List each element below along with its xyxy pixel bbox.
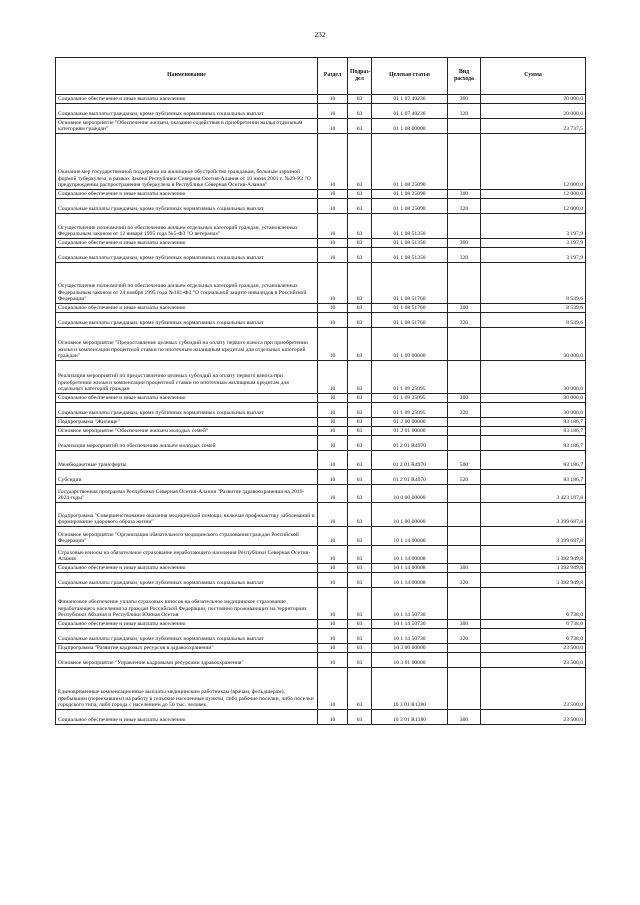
row-amount-cell: 3 423 187,8: [481, 485, 586, 503]
row-amount-cell: 83 186,7: [481, 418, 586, 427]
row-subsection-cell: 03: [348, 564, 372, 573]
row-section-cell: 10: [318, 313, 348, 328]
row-target-article-cell: 01 2 01 R4970: [372, 451, 448, 470]
row-section-cell: 10: [318, 546, 348, 564]
row-amount-cell: 83 186,7: [481, 427, 586, 436]
row-amount-cell: 20 000,0: [481, 104, 586, 119]
row-amount-cell: 23 500,0: [481, 653, 586, 668]
table-row: [56, 313, 586, 328]
row-expense-type-cell: [448, 328, 481, 361]
row-subsection-cell: 03: [348, 119, 372, 134]
row-amount-cell: 23 500,0: [481, 710, 586, 725]
row-target-article-cell: 01 1 08 51350: [372, 239, 448, 248]
row-target-article-cell: 10 1 14 00008: [372, 546, 448, 564]
row-subsection-cell: 03: [348, 199, 372, 214]
row-subsection-cell: 03: [348, 418, 372, 427]
row-amount-cell: 6 738,0: [481, 620, 586, 629]
row-target-article-cell: 01 1 09 00000: [372, 328, 448, 361]
row-expense-type-cell: [448, 263, 481, 304]
row-section-cell: 10: [318, 134, 348, 190]
table-row: [56, 304, 586, 313]
row-name-cell: Субсидии: [56, 470, 318, 485]
row-section-cell: 10: [318, 620, 348, 629]
table-row: [56, 588, 586, 620]
row-subsection-cell: 03: [348, 134, 372, 190]
row-expense-type-cell: [448, 653, 481, 668]
row-target-article-cell: 01 1 08 51350: [372, 248, 448, 263]
table-body: [56, 95, 586, 725]
row-name-cell: Социальное обеспечение и иные выплаты населению: [56, 239, 318, 248]
table-row: [56, 436, 586, 451]
header-target-article: Целевая статья: [372, 58, 448, 95]
row-amount-cell: 83 186,7: [481, 436, 586, 451]
row-target-article-cell: 10 1 14 00008: [372, 573, 448, 588]
row-target-article-cell: 10 1 14 50730: [372, 629, 448, 644]
row-subsection-cell: 03: [348, 485, 372, 503]
row-subsection-cell: 03: [348, 629, 372, 644]
row-expense-type-cell: [448, 588, 481, 620]
row-target-article-cell: 01 1 08 25090: [372, 134, 448, 190]
row-section-cell: 10: [318, 668, 348, 710]
row-name-cell: Социальное обеспечение и иные выплаты населению: [56, 710, 318, 725]
row-section-cell: 10: [318, 564, 348, 573]
row-target-article-cell: 10 0 00 00000: [372, 485, 448, 503]
row-section-cell: 10: [318, 644, 348, 653]
row-name-cell: Социальное обеспечение и иные выплаты населению: [56, 190, 318, 199]
row-name-cell: Осуществление полномочий по обеспечению жильем отдельных категорий граждан, установленных Федеральным законом от 24 ноября 1995 года №181-ФЗ "О социальной защите инвалидов в Российской Федерации": [56, 263, 318, 304]
row-target-article-cell: 01 1 08 51350: [372, 214, 448, 239]
row-expense-type-cell: 520: [448, 470, 481, 485]
row-name-cell: Социальные выплаты гражданам, кроме публичных нормативных социальных выплат: [56, 629, 318, 644]
table-row: [56, 263, 586, 304]
row-section-cell: 10: [318, 263, 348, 304]
row-subsection-cell: 03: [348, 620, 372, 629]
row-amount-cell: 30 000,0: [481, 328, 586, 361]
row-section-cell: 10: [318, 248, 348, 263]
row-expense-type-cell: [448, 427, 481, 436]
row-expense-type-cell: 300: [448, 239, 481, 248]
table-row: [56, 361, 586, 394]
row-name-cell: Социальные выплаты гражданам, кроме публичных нормативных социальных выплат: [56, 248, 318, 263]
table-row: [56, 485, 586, 503]
table-row: [56, 546, 586, 564]
table-row: [56, 644, 586, 653]
row-section-cell: 10: [318, 629, 348, 644]
row-name-cell: Межбюджетные трансферты: [56, 451, 318, 470]
table-row: [56, 199, 586, 214]
row-name-cell: Социальные выплаты гражданам, кроме публичных нормативных социальных выплат: [56, 313, 318, 328]
row-name-cell: Основное мероприятие "Предоставление целевых субсидий на оплату первого взноса при приобретении жилья и компенсации процентной ставки по ипотечным жилищным кредитам для отдельных категорий граждан": [56, 328, 318, 361]
row-target-article-cell: 01 1 08 00000: [372, 119, 448, 134]
row-expense-type-cell: 300: [448, 95, 481, 104]
row-amount-cell: 6 738,0: [481, 588, 586, 620]
table-row: [56, 104, 586, 119]
row-target-article-cell: 01 1 09 25095: [372, 394, 448, 403]
row-target-article-cell: 10 3 00 00000: [372, 644, 448, 653]
row-expense-type-cell: [448, 527, 481, 546]
row-amount-cell: 30 000,0: [481, 361, 586, 394]
table-row: [56, 394, 586, 403]
row-target-article-cell: 10 1 14 00000: [372, 527, 448, 546]
table-row: [56, 248, 586, 263]
row-name-cell: Социальные выплаты гражданам, кроме публичных нормативных социальных выплат: [56, 573, 318, 588]
row-expense-type-cell: 320: [448, 199, 481, 214]
row-target-article-cell: 10 3 01 00000: [372, 653, 448, 668]
row-section-cell: 10: [318, 394, 348, 403]
row-name-cell: Основное мероприятие "Управление кадровыми ресурсами здравоохранения": [56, 653, 318, 668]
row-expense-type-cell: 300: [448, 394, 481, 403]
table-header-row: [56, 58, 586, 95]
row-section-cell: 10: [318, 239, 348, 248]
row-name-cell: Социальные выплаты гражданам, кроме публичных нормативных социальных выплат: [56, 104, 318, 119]
row-subsection-cell: 03: [348, 403, 372, 418]
table-row: [56, 214, 586, 239]
table-row: [56, 629, 586, 644]
row-section-cell: 10: [318, 328, 348, 361]
row-name-cell: Оказание мер государственной поддержки на жилищное обустройство гражданам, больным заразной формой туберкулеза, в рамках Закона Республики Северная Осетия-Алания от 10 июля 2001 г. №29-РЗ "О предупреждении распространения туберкулеза в Республике Северная Осетия-Алания": [56, 134, 318, 190]
table-row: [56, 573, 586, 588]
table-row: [56, 710, 586, 725]
row-section-cell: 10: [318, 427, 348, 436]
row-name-cell: Социальное обеспечение и иные выплаты населению: [56, 564, 318, 573]
row-section-cell: 10: [318, 527, 348, 546]
row-subsection-cell: 03: [348, 427, 372, 436]
table-row: [56, 503, 586, 527]
table-row: [56, 564, 586, 573]
row-amount-cell: 8 539,6: [481, 313, 586, 328]
row-name-cell: Социальное обеспечение и иные выплаты населению: [56, 304, 318, 313]
row-name-cell: Основное мероприятие "Организация обязательного медицинского страхования граждан Российской Федерации": [56, 527, 318, 546]
row-section-cell: 10: [318, 436, 348, 451]
row-expense-type-cell: 300: [448, 620, 481, 629]
row-subsection-cell: 03: [348, 573, 372, 588]
row-expense-type-cell: 320: [448, 573, 481, 588]
row-amount-cell: 30 000,0: [481, 403, 586, 418]
row-section-cell: 10: [318, 403, 348, 418]
row-expense-type-cell: [448, 485, 481, 503]
row-subsection-cell: 03: [348, 394, 372, 403]
row-subsection-cell: 03: [348, 546, 372, 564]
row-target-article-cell: 01 1 08 25090: [372, 199, 448, 214]
row-subsection-cell: 03: [348, 527, 372, 546]
header-subsection: Подраз-дел: [348, 58, 372, 95]
row-target-article-cell: 01 1 08 51760: [372, 304, 448, 313]
header-amount: Сумма: [481, 58, 586, 95]
row-expense-type-cell: [448, 668, 481, 710]
row-section-cell: 10: [318, 199, 348, 214]
row-name-cell: Реализация мероприятий по обеспечению жильем молодых семей: [56, 436, 318, 451]
row-amount-cell: 20 000,0: [481, 95, 586, 104]
row-section-cell: 10: [318, 573, 348, 588]
row-name-cell: Подпрограмма "Жилище": [56, 418, 318, 427]
row-amount-cell: 3 399 687,8: [481, 503, 586, 527]
row-subsection-cell: 03: [348, 313, 372, 328]
row-target-article-cell: 01 1 07 40236: [372, 95, 448, 104]
table-row: [56, 239, 586, 248]
row-name-cell: Социальное обеспечение и иные выплаты населению: [56, 95, 318, 104]
row-subsection-cell: 03: [348, 436, 372, 451]
row-section-cell: 10: [318, 503, 348, 527]
row-target-article-cell: 01 1 09 25095: [372, 361, 448, 394]
row-amount-cell: 12 000,0: [481, 190, 586, 199]
row-amount-cell: 3 399 687,8: [481, 527, 586, 546]
row-target-article-cell: 01 1 08 51760: [372, 313, 448, 328]
row-subsection-cell: 03: [348, 451, 372, 470]
row-section-cell: 10: [318, 418, 348, 427]
row-target-article-cell: 10 1 00 00000: [372, 503, 448, 527]
row-subsection-cell: 03: [348, 710, 372, 725]
row-section-cell: 10: [318, 304, 348, 313]
row-expense-type-cell: 320: [448, 629, 481, 644]
row-target-article-cell: 01 1 08 25090: [372, 190, 448, 199]
row-amount-cell: 3 197,9: [481, 248, 586, 263]
page-number: 232: [314, 30, 326, 39]
row-target-article-cell: 01 2 01 00000: [372, 427, 448, 436]
row-expense-type-cell: [448, 436, 481, 451]
table-row: [56, 119, 586, 134]
row-section-cell: 10: [318, 588, 348, 620]
row-expense-type-cell: [448, 134, 481, 190]
row-expense-type-cell: [448, 361, 481, 394]
row-subsection-cell: 03: [348, 588, 372, 620]
budget-table: [55, 57, 586, 725]
row-target-article-cell: 01 1 07 40236: [372, 104, 448, 119]
header-name: Наименование: [56, 58, 318, 95]
header-section: Раздел: [318, 58, 348, 95]
table-row: [56, 328, 586, 361]
row-amount-cell: 6 738,0: [481, 629, 586, 644]
header-expense-type: Вид расхода: [448, 58, 481, 95]
row-target-article-cell: 01 2 00 00000: [372, 418, 448, 427]
row-expense-type-cell: 320: [448, 248, 481, 263]
table-row: [56, 134, 586, 190]
row-target-article-cell: 01 2 01 R4970: [372, 470, 448, 485]
row-subsection-cell: 03: [348, 653, 372, 668]
row-section-cell: 10: [318, 361, 348, 394]
row-subsection-cell: 03: [348, 95, 372, 104]
row-subsection-cell: 03: [348, 644, 372, 653]
table-row: [56, 427, 586, 436]
row-section-cell: 10: [318, 104, 348, 119]
row-section-cell: 10: [318, 470, 348, 485]
row-target-article-cell: 10 1 14 00008: [372, 564, 448, 573]
row-subsection-cell: 03: [348, 304, 372, 313]
row-section-cell: 10: [318, 451, 348, 470]
row-expense-type-cell: 320: [448, 403, 481, 418]
row-subsection-cell: 03: [348, 190, 372, 199]
row-target-article-cell: 10 3 01 R1380: [372, 668, 448, 710]
row-expense-type-cell: 320: [448, 104, 481, 119]
row-target-article-cell: 10 3 01 R1380: [372, 710, 448, 725]
row-section-cell: 10: [318, 214, 348, 239]
row-expense-type-cell: 300: [448, 564, 481, 573]
table-row: [56, 95, 586, 104]
row-name-cell: Осуществление полномочий по обеспечению жильем отдельных категорий граждан, установленных Федеральным законом от 12 января 1995 года №5-ФЗ "О ветеранах": [56, 214, 318, 239]
row-name-cell: Социальное обеспечение и иные выплаты населению: [56, 394, 318, 403]
row-expense-type-cell: [448, 418, 481, 427]
row-subsection-cell: 03: [348, 668, 372, 710]
row-subsection-cell: 03: [348, 239, 372, 248]
table-row: [56, 451, 586, 470]
row-section-cell: 10: [318, 485, 348, 503]
row-amount-cell: 3 392 949,8: [481, 564, 586, 573]
row-name-cell: Финансовое обеспечение уплаты страховых взносов на обязательное медицинское страхование неработающего населения за граждан Российской Федерации, постоянно проживающих на территориях Республики Абхазия и Республики Южная Осетия: [56, 588, 318, 620]
row-name-cell: Основное мероприятие "Обеспечение жильем молодых семей": [56, 427, 318, 436]
row-amount-cell: 83 186,7: [481, 451, 586, 470]
table-row: [56, 527, 586, 546]
row-name-cell: Государственная программа Республики Северная Осетия-Алания "Развитие здравоохранения на 2019-2024 годы": [56, 485, 318, 503]
row-amount-cell: 3 392 949,8: [481, 546, 586, 564]
row-expense-type-cell: [448, 119, 481, 134]
row-amount-cell: 3 392 949,8: [481, 573, 586, 588]
table-row: [56, 470, 586, 485]
row-expense-type-cell: 300: [448, 304, 481, 313]
table-row: [56, 403, 586, 418]
row-expense-type-cell: 500: [448, 451, 481, 470]
row-name-cell: Реализация мероприятий по предоставлению целевых субсидий на оплату первого взноса при приобретении жилья и компенсации процентной ставки по ипотечным жилищным кредитам для отдельных категорий граждан: [56, 361, 318, 394]
row-name-cell: Социальное обеспечение и иные выплаты населению: [56, 620, 318, 629]
row-section-cell: 10: [318, 710, 348, 725]
row-expense-type-cell: [448, 546, 481, 564]
row-amount-cell: 23 737,5: [481, 119, 586, 134]
row-target-article-cell: 01 1 09 25095: [372, 403, 448, 418]
row-name-cell: Основное мероприятие "Обеспечение жильем, оказание содействия в приобретении жилья отдельным категориям граждан": [56, 119, 318, 134]
row-name-cell: Единовременные компенсационные выплаты медицинским работникам (врачам, фельдшерам), прибывшим (переехавшим) на работу в сельские населенные пункты, либо рабочие поселки, либо поселки городского типа, либо города с населением до 50 тыс. человек: [56, 668, 318, 710]
row-section-cell: 10: [318, 119, 348, 134]
row-target-article-cell: 01 1 08 51760: [372, 263, 448, 304]
row-amount-cell: 30 000,0: [481, 394, 586, 403]
row-name-cell: Подпрограмма "Развитие кадровых ресурсов в здравоохранении": [56, 644, 318, 653]
row-target-article-cell: 01 2 01 R4970: [372, 436, 448, 451]
row-expense-type-cell: [448, 214, 481, 239]
row-amount-cell: 12 000,0: [481, 134, 586, 190]
row-section-cell: 10: [318, 190, 348, 199]
row-name-cell: Подпрограмма "Совершенствование оказания медицинской помощи, включая профилактику заболеваний и формирование здорового образа жизни": [56, 503, 318, 527]
row-section-cell: 10: [318, 653, 348, 668]
row-amount-cell: 23 500,0: [481, 644, 586, 653]
row-amount-cell: 3 197,9: [481, 239, 586, 248]
row-subsection-cell: 03: [348, 361, 372, 394]
table-row: [56, 418, 586, 427]
row-target-article-cell: 10 1 14 50730: [372, 588, 448, 620]
row-subsection-cell: 03: [348, 263, 372, 304]
row-subsection-cell: 03: [348, 214, 372, 239]
row-amount-cell: 12 000,0: [481, 199, 586, 214]
row-subsection-cell: 03: [348, 328, 372, 361]
row-name-cell: Социальные выплаты гражданам, кроме публичных нормативных социальных выплат: [56, 199, 318, 214]
row-name-cell: Социальные выплаты гражданам, кроме публичных нормативных социальных выплат: [56, 403, 318, 418]
row-expense-type-cell: 300: [448, 710, 481, 725]
row-target-article-cell: 10 1 14 50730: [372, 620, 448, 629]
row-section-cell: 10: [318, 95, 348, 104]
row-amount-cell: 23 500,0: [481, 668, 586, 710]
table-row: [56, 190, 586, 199]
table-row: [56, 653, 586, 668]
row-amount-cell: 8 539,6: [481, 304, 586, 313]
table-row: [56, 620, 586, 629]
row-subsection-cell: 03: [348, 470, 372, 485]
row-subsection-cell: 03: [348, 503, 372, 527]
row-amount-cell: 8 539,6: [481, 263, 586, 304]
row-amount-cell: 83 186,7: [481, 470, 586, 485]
row-expense-type-cell: [448, 644, 481, 653]
row-expense-type-cell: [448, 503, 481, 527]
row-subsection-cell: 03: [348, 104, 372, 119]
row-expense-type-cell: 320: [448, 313, 481, 328]
row-amount-cell: 3 197,9: [481, 214, 586, 239]
row-subsection-cell: 03: [348, 248, 372, 263]
row-name-cell: Страховые взносы на обязательное страхование неработающего населения Республики Северная Осетия-Алания: [56, 546, 318, 564]
table-row: [56, 668, 586, 710]
row-expense-type-cell: 300: [448, 190, 481, 199]
